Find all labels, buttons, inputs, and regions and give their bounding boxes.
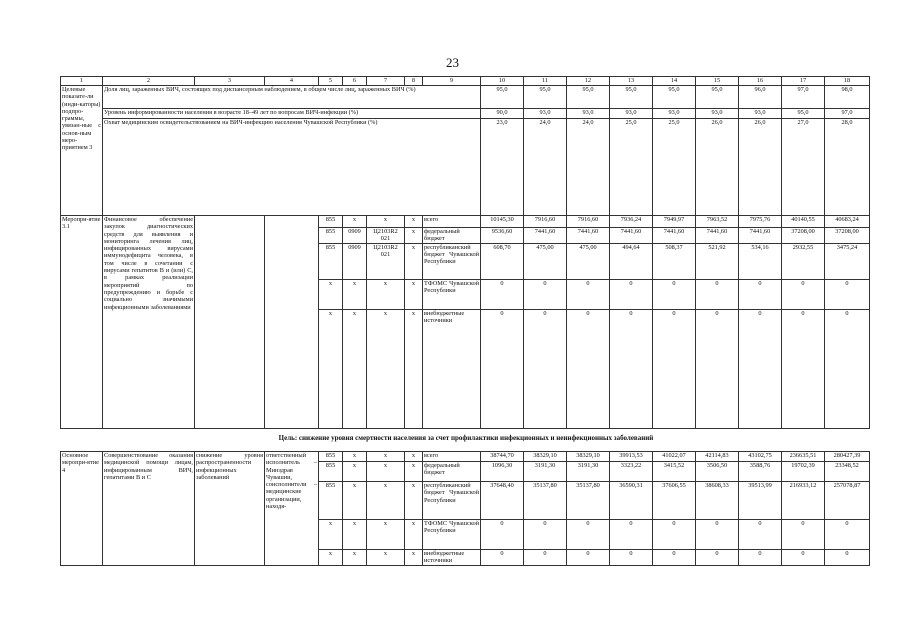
- program-table-bottom: [60, 451, 870, 566]
- target-value: 26,0: [696, 119, 739, 216]
- amount-value: 608,70: [481, 243, 524, 279]
- code-cell: х: [343, 309, 367, 428]
- amount-value: 2932,55: [782, 243, 825, 279]
- amount-value: 0: [567, 520, 610, 550]
- amount-value: 7441,60: [567, 228, 610, 244]
- code-cell: х: [405, 482, 423, 520]
- amount-value: 0: [696, 520, 739, 550]
- amount-value: 494,64: [610, 243, 653, 279]
- amount-value: 0: [696, 279, 739, 309]
- amount-value: 41022,07: [653, 452, 696, 462]
- code-cell: х: [367, 550, 405, 566]
- funding-source: федеральный бюджет: [423, 228, 481, 244]
- header-cell: 16: [739, 77, 782, 86]
- header-cell: 14: [653, 77, 696, 86]
- target-text: Уровень информированности населения в возрасте 18–49 лет по вопросам ВИЧ-инфекции (%): [103, 109, 481, 119]
- code-cell: х: [405, 216, 423, 228]
- amount-value: 37606,55: [653, 482, 696, 520]
- target-value: 98,0: [825, 86, 870, 109]
- m31-empty-col3: [195, 216, 265, 429]
- funding-source: внебюджетные источники: [423, 550, 481, 566]
- code-cell: 855: [319, 228, 343, 244]
- amount-value: 0: [524, 520, 567, 550]
- header-cell: 18: [825, 77, 870, 86]
- amount-value: 0: [782, 520, 825, 550]
- code-cell: х: [367, 462, 405, 482]
- amount-value: 37208,00: [825, 228, 870, 244]
- target-value: 93,0: [610, 109, 653, 119]
- target-value: 96,0: [739, 86, 782, 109]
- amount-value: 0: [739, 520, 782, 550]
- amount-value: 7936,24: [610, 216, 653, 228]
- amount-value: 0: [610, 309, 653, 428]
- code-cell: х: [343, 550, 367, 566]
- target-value: 28,0: [825, 119, 870, 216]
- amount-value: 0: [524, 309, 567, 428]
- code-cell: 855: [319, 243, 343, 279]
- code-cell: х: [343, 462, 367, 482]
- header-row: [61, 77, 870, 86]
- header-cell: 9: [423, 77, 481, 86]
- header-cell: 10: [481, 77, 524, 86]
- amount-value: 40683,24: [825, 216, 870, 228]
- code-cell: х: [405, 452, 423, 462]
- amount-value: 0: [696, 309, 739, 428]
- m4-label: Основное меропри-ятие 4: [61, 452, 103, 566]
- code-cell: х: [405, 279, 423, 309]
- target-value: 93,0: [524, 109, 567, 119]
- code-cell: 855: [319, 216, 343, 228]
- header-cell: 12: [567, 77, 610, 86]
- amount-value: 7975,76: [739, 216, 782, 228]
- funding-source: всего: [423, 452, 481, 462]
- amount-value: 0: [739, 279, 782, 309]
- m4-description: Совершенствование оказания медицинской помощи лицам, инфицированным ВИЧ, гепатитами B и C: [103, 452, 195, 566]
- amount-value: 19702,39: [782, 462, 825, 482]
- funding-source: республиканский бюджет Чувашской Республики: [423, 482, 481, 520]
- code-cell: х: [405, 309, 423, 428]
- amount-value: 3415,52: [653, 462, 696, 482]
- header-cell: 8: [405, 77, 423, 86]
- target-value: 27,0: [782, 119, 825, 216]
- amount-value: 0: [481, 309, 524, 428]
- amount-value: 39513,99: [739, 482, 782, 520]
- amount-value: 475,00: [524, 243, 567, 279]
- target-text: Доля лиц, зараженных ВИЧ, состоящих под диспансерным наблюдением, в общем числе лиц, зараженных ВИЧ (%): [103, 86, 481, 109]
- amount-value: 7441,60: [696, 228, 739, 244]
- header-cell: 6: [343, 77, 367, 86]
- amount-value: 0: [782, 550, 825, 566]
- amount-value: 7441,60: [739, 228, 782, 244]
- code-cell: Ц2103R2 021: [367, 243, 405, 279]
- amount-value: 0: [825, 520, 870, 550]
- header-cell: 3: [195, 77, 265, 86]
- amount-value: 0: [825, 279, 870, 309]
- amount-value: 7916,60: [567, 216, 610, 228]
- amount-value: 0: [610, 520, 653, 550]
- code-cell: х: [319, 309, 343, 428]
- target-row: [61, 109, 870, 119]
- target-value: 23,0: [481, 119, 524, 216]
- target-value: 90,0: [481, 109, 524, 119]
- amount-value: 280427,39: [825, 452, 870, 462]
- code-cell: х: [367, 216, 405, 228]
- amount-value: 0: [567, 550, 610, 566]
- amount-value: 236635,51: [782, 452, 825, 462]
- code-cell: 855: [319, 462, 343, 482]
- amount-value: 3506,50: [696, 462, 739, 482]
- code-cell: х: [343, 482, 367, 520]
- amount-value: 35137,80: [567, 482, 610, 520]
- code-cell: х: [405, 462, 423, 482]
- amount-value: 521,92: [696, 243, 739, 279]
- amount-value: 0: [481, 279, 524, 309]
- amount-value: 0: [653, 550, 696, 566]
- target-value: 95,0: [782, 109, 825, 119]
- target-value: 26,0: [739, 119, 782, 216]
- amount-value: 38744,70: [481, 452, 524, 462]
- header-cell: 11: [524, 77, 567, 86]
- code-cell: х: [343, 452, 367, 462]
- code-cell: Ц2103R2 021: [367, 228, 405, 244]
- header-cell: 7: [367, 77, 405, 86]
- amount-value: 37208,00: [782, 228, 825, 244]
- amount-value: 0: [567, 309, 610, 428]
- goal-title: Цель: снижение уровня смертности населения за счет профилактики инфекционных и неинфекционных заболеваний: [278, 434, 654, 442]
- code-cell: 855: [319, 452, 343, 462]
- code-cell: х: [405, 550, 423, 566]
- target-value: 93,0: [567, 109, 610, 119]
- header-cell: 17: [782, 77, 825, 86]
- funding-source: ТФОМС Чувашской Республики: [423, 520, 481, 550]
- code-cell: х: [343, 216, 367, 228]
- amount-value: 43102,75: [739, 452, 782, 462]
- funding-source: федеральный бюджет: [423, 462, 481, 482]
- header-cell: 1: [61, 77, 103, 86]
- target-value: 97,0: [782, 86, 825, 109]
- header-cell: 5: [319, 77, 343, 86]
- code-cell: х: [367, 279, 405, 309]
- amount-value: 10145,30: [481, 216, 524, 228]
- header-cell: 13: [610, 77, 653, 86]
- target-text: Охват медицинским освидетельствованием на ВИЧ-инфекцию населения Чувашской Республики (%): [103, 119, 481, 216]
- amount-value: 3191,30: [524, 462, 567, 482]
- amount-value: 0: [610, 550, 653, 566]
- amount-value: 7916,60: [524, 216, 567, 228]
- amount-value: 37648,40: [481, 482, 524, 520]
- header-cell: 4: [265, 77, 319, 86]
- amount-value: 23348,52: [825, 462, 870, 482]
- code-cell: х: [343, 520, 367, 550]
- target-value: 95,0: [524, 86, 567, 109]
- m4-row: [61, 452, 870, 462]
- funding-source: ТФОМС Чувашской Республики: [423, 279, 481, 309]
- target-value: 93,0: [739, 109, 782, 119]
- amount-value: 0: [481, 550, 524, 566]
- program-table-top: [60, 76, 870, 429]
- target-value: 95,0: [610, 86, 653, 109]
- amount-value: 475,00: [567, 243, 610, 279]
- amount-value: 7441,60: [610, 228, 653, 244]
- amount-value: 3475,24: [825, 243, 870, 279]
- amount-value: 0: [739, 309, 782, 428]
- amount-value: 9536,60: [481, 228, 524, 244]
- code-cell: х: [367, 482, 405, 520]
- amount-value: 0: [653, 309, 696, 428]
- header-cell: 2: [103, 77, 195, 86]
- amount-value: 38608,33: [696, 482, 739, 520]
- amount-value: 0: [825, 550, 870, 566]
- amount-value: 0: [610, 279, 653, 309]
- amount-value: 0: [653, 520, 696, 550]
- m31-label: Меропри-ятие 3.1: [61, 216, 103, 429]
- code-cell: 0909: [343, 228, 367, 244]
- code-cell: х: [367, 520, 405, 550]
- m4-responsible: ответственный исполнитель – Минздрав Чувашии, соисполнители – медицинские организации, находя-: [265, 452, 319, 566]
- targets-label: Целевые показате-ли (инди-каторы) подпро-граммы, увязан-ные с основ-ным меро-приятием 3: [61, 86, 103, 216]
- code-cell: х: [319, 279, 343, 309]
- amount-value: 0: [653, 279, 696, 309]
- code-cell: х: [319, 550, 343, 566]
- target-value: 25,0: [610, 119, 653, 216]
- code-cell: х: [405, 520, 423, 550]
- amount-value: 35137,80: [524, 482, 567, 520]
- funding-source: республиканский бюджет Чувашской Республики: [423, 243, 481, 279]
- m31-row: [61, 216, 870, 228]
- code-cell: 855: [319, 482, 343, 520]
- amount-value: 0: [782, 309, 825, 428]
- amount-value: 39913,53: [610, 452, 653, 462]
- amount-value: 0: [524, 550, 567, 566]
- m31-description: Финансовое обеспечение закупок диагностических средств для выявления и мониторинга лечения лиц, инфицированных вирусами иммунодефицита человека, в том числе в сочетании с вирусами гепатитов B и (или) C, в рамках реализации мероприятий по предупреждению и борьбе с социально значимыми инфекционными заболеваниями: [103, 216, 195, 429]
- amount-value: 0: [739, 550, 782, 566]
- amount-value: 508,37: [653, 243, 696, 279]
- amount-value: 0: [825, 309, 870, 428]
- code-cell: х: [367, 452, 405, 462]
- amount-value: 0: [524, 279, 567, 309]
- amount-value: 36590,31: [610, 482, 653, 520]
- target-value: 25,0: [653, 119, 696, 216]
- target-value: 95,0: [696, 86, 739, 109]
- amount-value: 0: [696, 550, 739, 566]
- amount-value: 0: [782, 279, 825, 309]
- code-cell: х: [405, 228, 423, 244]
- target-value: 24,0: [567, 119, 610, 216]
- code-cell: х: [343, 279, 367, 309]
- amount-value: 38329,10: [567, 452, 610, 462]
- amount-value: 257078,87: [825, 482, 870, 520]
- amount-value: 0: [567, 279, 610, 309]
- amount-value: 1096,30: [481, 462, 524, 482]
- amount-value: 7441,60: [653, 228, 696, 244]
- code-cell: 0909: [343, 243, 367, 279]
- amount-value: 216933,12: [782, 482, 825, 520]
- amount-value: 7963,52: [696, 216, 739, 228]
- amount-value: 42114,83: [696, 452, 739, 462]
- amount-value: 3191,30: [567, 462, 610, 482]
- amount-value: 0: [481, 520, 524, 550]
- target-value: 97,0: [825, 109, 870, 119]
- target-value: 24,0: [524, 119, 567, 216]
- target-value: 95,0: [567, 86, 610, 109]
- amount-value: 3588,76: [739, 462, 782, 482]
- amount-value: 40140,55: [782, 216, 825, 228]
- code-cell: х: [367, 309, 405, 428]
- funding-source: внебюджетные источники: [423, 309, 481, 428]
- code-cell: х: [405, 243, 423, 279]
- header-cell: 15: [696, 77, 739, 86]
- page-number: 23: [446, 55, 459, 70]
- target-value: 93,0: [696, 109, 739, 119]
- target-value: 93,0: [653, 109, 696, 119]
- amount-value: 3323,22: [610, 462, 653, 482]
- amount-value: 7949,97: [653, 216, 696, 228]
- m31-empty-col4: [265, 216, 319, 429]
- target-row: [61, 86, 870, 109]
- target-value: 95,0: [653, 86, 696, 109]
- amount-value: 534,16: [739, 243, 782, 279]
- m4-goal: снижение уровня распространенности инфекционных заболеваний: [195, 452, 265, 566]
- code-cell: х: [319, 520, 343, 550]
- funding-source: всего: [423, 216, 481, 228]
- target-value: 95,0: [481, 86, 524, 109]
- amount-value: 38329,10: [524, 452, 567, 462]
- target-row: [61, 119, 870, 216]
- amount-value: 7441,60: [524, 228, 567, 244]
